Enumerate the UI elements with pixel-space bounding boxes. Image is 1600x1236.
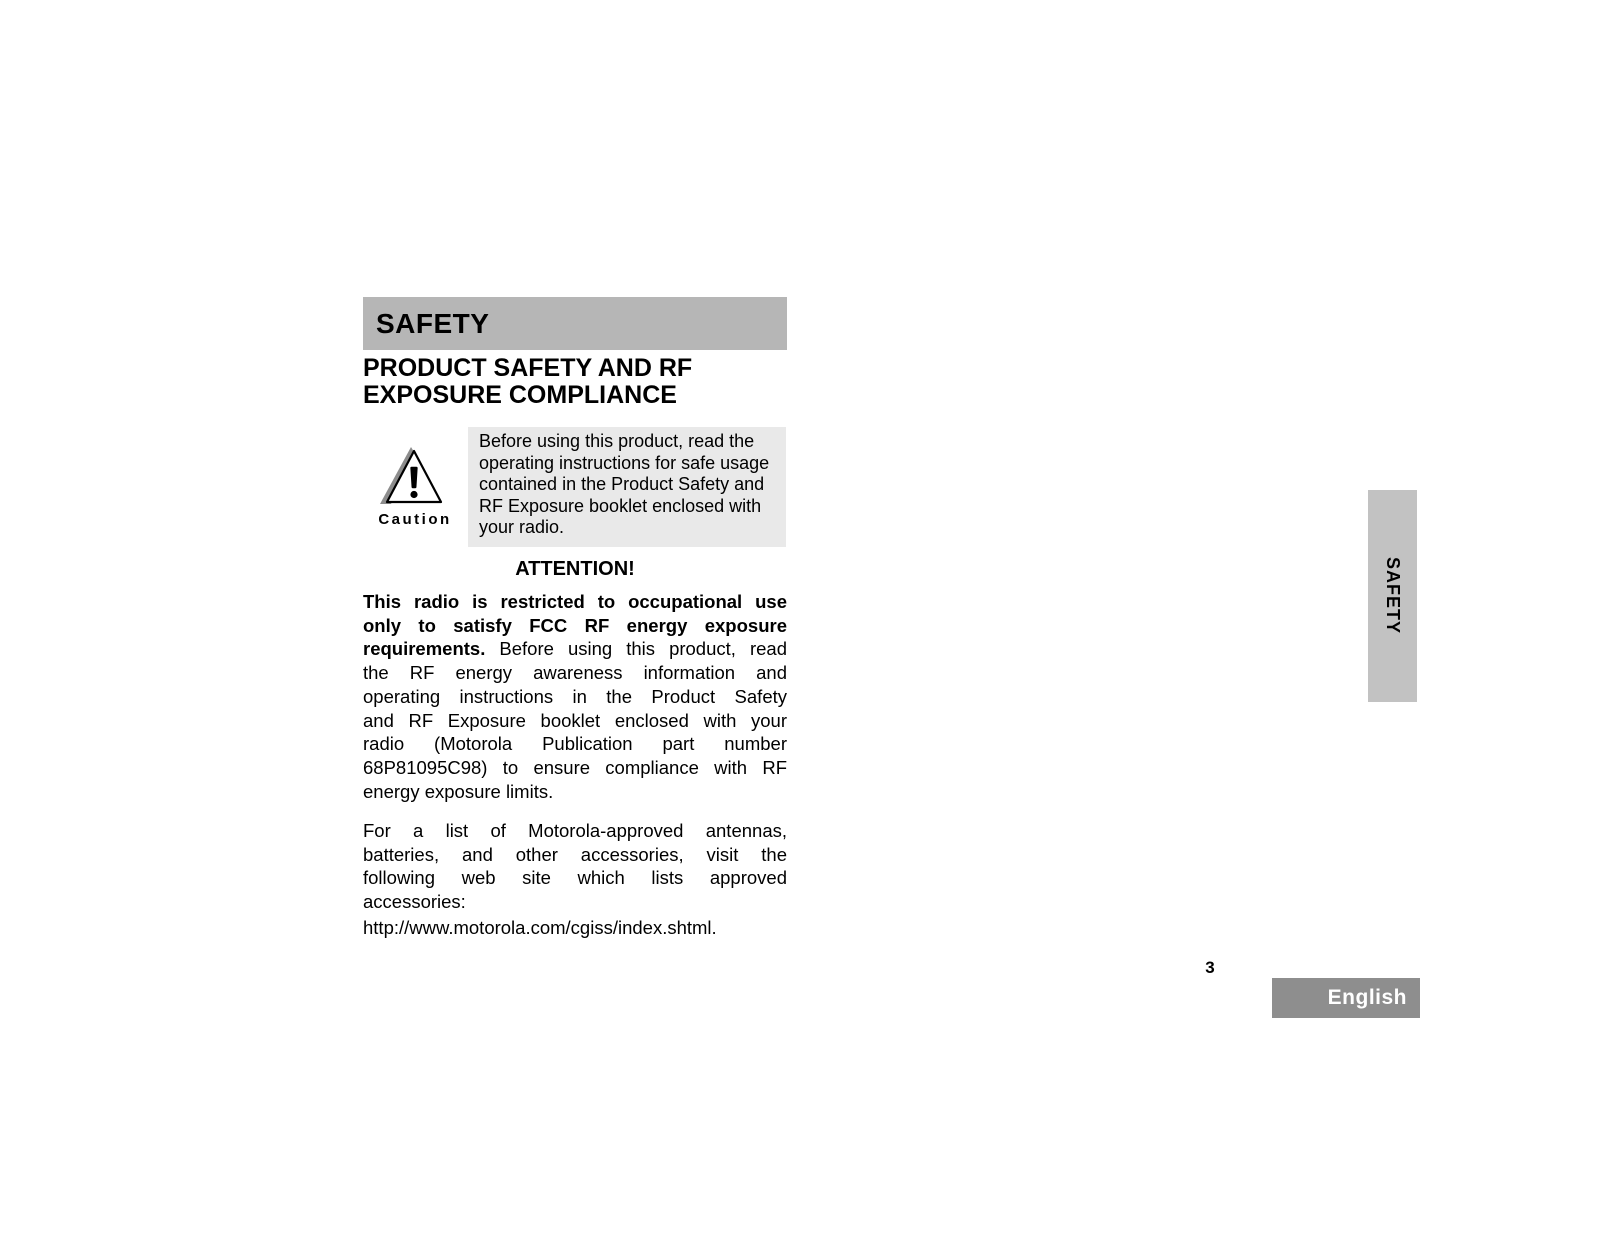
text-line: requirements. Before using this product, read bbox=[363, 638, 787, 660]
caution-caption: Caution bbox=[378, 511, 452, 528]
text-line: only to satisfy FCC RF energy exposure bbox=[363, 614, 787, 636]
safety-side-tab bbox=[1368, 490, 1417, 702]
caution-note-box bbox=[468, 427, 786, 547]
language-footer-tab bbox=[1272, 978, 1420, 1018]
text-line: following web site which lists approved bbox=[363, 867, 787, 889]
body-paragraph-restriction bbox=[363, 590, 787, 803]
text-line: operating instructions in the Product Safety bbox=[363, 685, 787, 707]
text-line: This radio is restricted to occupational use bbox=[363, 591, 787, 612]
accessories-url-text: http://www.motorola.com/cgiss/index.shtml. bbox=[363, 917, 717, 938]
text-line: the RF energy awareness information and bbox=[363, 662, 787, 684]
text-line: For a list of Motorola-approved antennas, bbox=[363, 820, 787, 841]
text-line: accessories: bbox=[363, 891, 466, 913]
caution-note-text bbox=[479, 431, 786, 539]
page-heading bbox=[363, 355, 787, 409]
text-line: Before using this product, read the bbox=[479, 431, 755, 451]
text-line: PRODUCT SAFETY AND RF bbox=[363, 354, 693, 382]
body-paragraph-accessories bbox=[363, 819, 787, 914]
text-line: radio (Motorola Publication part number bbox=[363, 733, 787, 755]
text-line: 68P81095C98) to ensure compliance with RF bbox=[363, 756, 787, 778]
text-line: EXPOSURE COMPLIANCE bbox=[363, 381, 677, 409]
side-tab-label: SAFETY bbox=[1383, 557, 1403, 635]
text-line: contained in the Product Safety and bbox=[479, 474, 765, 495]
language-label: English bbox=[1327, 986, 1407, 1009]
text-line: energy exposure limits. bbox=[363, 780, 554, 802]
section-header-bar bbox=[363, 297, 787, 350]
warning-triangle-icon bbox=[380, 446, 446, 506]
page-number: 3 bbox=[1205, 958, 1215, 977]
section-title: SAFETY bbox=[376, 307, 490, 339]
attention-heading: ATTENTION! bbox=[515, 558, 635, 580]
text-line: your radio. bbox=[479, 517, 565, 538]
text-line: RF Exposure booklet enclosed with bbox=[479, 495, 762, 516]
text-line: operating instructions for safe usage bbox=[479, 452, 770, 473]
text-line: batteries, and other accessories, visit the bbox=[363, 843, 787, 865]
text-line: and RF Exposure booklet enclosed with your bbox=[363, 709, 787, 731]
